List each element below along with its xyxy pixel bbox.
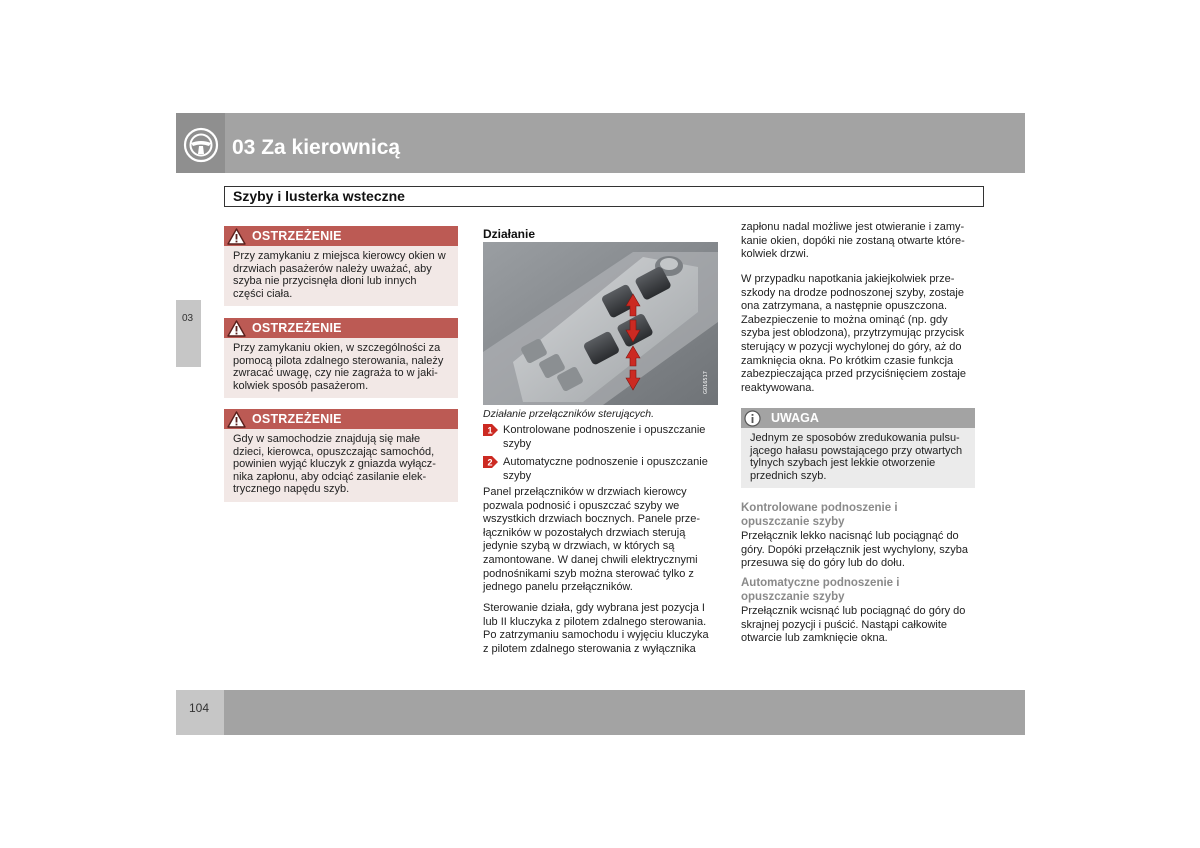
- note-title: UWAGA: [771, 411, 819, 425]
- text-line: Kontrolowane podnoszenie i opuszczanie: [503, 424, 706, 436]
- callout-number: 2: [487, 457, 493, 468]
- text-line: Po zatrzymaniu samochodu i wyjęciu kluczyka: [483, 629, 709, 642]
- text-line: szyba jest oblodzona), przytrzymując przycisk: [741, 327, 965, 340]
- photo-code: G016517: [703, 371, 709, 394]
- warning-box-2: [224, 318, 458, 398]
- section-title: Szyby i lusterka wsteczne: [224, 186, 984, 207]
- text-line: reaktywowana.: [741, 381, 815, 394]
- text-line: pozwala podnosić i opuszczać szyby we: [483, 499, 680, 512]
- text-line: łączników w pozostałych drzwiach sterują: [483, 526, 686, 539]
- callout-number: 1: [487, 425, 493, 436]
- text-line: zamknięcia okna. Po krótkim czasie funkcja: [741, 354, 954, 367]
- text-line: części ciała.: [233, 287, 293, 300]
- text-line: Przełącznik wcisnąć lub pociągnąć do góry do: [741, 605, 966, 617]
- text-line: jedynie szybą w drzwiach, w których są: [483, 540, 675, 553]
- text-line: Kontrolowane podnoszenie i: [741, 502, 898, 514]
- body-paragraph: [483, 602, 721, 656]
- photo-caption: Działanie przełączników sterujących.: [483, 408, 654, 420]
- text-line: opuszczanie szyby: [741, 516, 845, 528]
- text-line: Zabezpieczenie to można ominąć (np. gdy: [741, 313, 948, 326]
- text-line: z pilotem zdalnego sterowania z wyłącznika: [483, 642, 696, 655]
- body-paragraph: [741, 605, 977, 646]
- subsection-heading: [741, 501, 898, 529]
- warning-triangle-icon: [227, 228, 246, 245]
- warning-text: [224, 338, 458, 398]
- text-line: jednego panelu przełączników.: [483, 581, 633, 594]
- text-line: zamontowane. W danej chwili elektrycznymi: [483, 553, 698, 566]
- text-line: W przypadku napotkania jakiejkolwiek prze-: [741, 273, 955, 285]
- text-line: ona zatrzymana, a następnie opuszczona.: [741, 300, 948, 313]
- subsection-heading: Działanie: [483, 227, 536, 241]
- warning-title: OSTRZEŻENIE: [252, 321, 342, 335]
- info-icon: [744, 410, 761, 427]
- warning-title: OSTRZEŻENIE: [252, 229, 342, 243]
- text-line: Sterowanie działa, gdy wybrana jest pozycja I: [483, 602, 705, 614]
- warning-text: [224, 246, 458, 306]
- chapter-side-tab: [176, 300, 201, 367]
- text-line: skrajnej pozycji i puścić. Nastąpi całkowite: [741, 618, 948, 631]
- text-line: dzieci, kierowca, opuszczając samochód,: [233, 445, 435, 458]
- text-line: powinien wyjąć kluczyk z gniazda wyłącz-: [233, 458, 436, 471]
- warning-title: OSTRZEŻENIE: [252, 412, 342, 426]
- text-line: zapłonu nadal możliwe jest otwieranie i zamy-: [741, 221, 965, 233]
- warning-header: [224, 318, 458, 338]
- callout-number-badge: [483, 456, 498, 468]
- text-line: szyby: [503, 469, 532, 482]
- warning-header: [224, 409, 458, 429]
- window-switch-panel-photo: [483, 242, 718, 405]
- text-line: Przy zamykaniu okien, w szczególności za: [233, 342, 441, 354]
- text-line: kolwiek sposób pasażerom.: [233, 379, 369, 392]
- text-line: wszystkich drzwiach bocznych. Panele prze-: [483, 513, 701, 526]
- text-line: otwarcie lub zamknięcie okna.: [741, 632, 888, 645]
- page-footer: [176, 690, 1025, 735]
- text-line: pomocą pilota zdalnego sterowania, należy: [233, 354, 444, 367]
- text-line: Przy zamykaniu z miejsca kierowcy okien w: [233, 250, 446, 262]
- warning-header: [224, 226, 458, 246]
- text-line: Gdy w samochodzie znajdują się małe: [233, 433, 421, 445]
- chapter-side-tab-label: 03: [182, 313, 194, 324]
- text-line: nika zapłonu, aby odciąć zasilanie elek-: [233, 470, 427, 483]
- text-line: Automatyczne podnoszenie i: [741, 577, 900, 589]
- text-line: góry. Dopóki przełącznik jest wychylony, szyba: [741, 543, 969, 556]
- warning-text: [224, 429, 458, 502]
- text-line: Panel przełączników w drzwiach kierowcy: [483, 486, 687, 498]
- body-paragraph: [741, 530, 977, 571]
- callout-number-badge: [483, 424, 498, 436]
- page-number: 104: [189, 701, 210, 715]
- text-line: Jednym ze sposobów zredukowania pulsu-: [750, 432, 960, 444]
- text-line: kolwiek drzwi.: [741, 248, 809, 261]
- text-line: przednich szyb.: [750, 469, 827, 482]
- text-line: zabezpieczająca przed przyciśnięciem zostaje: [741, 368, 966, 381]
- callout-item-1: [483, 424, 719, 451]
- body-paragraph: [741, 221, 977, 262]
- text-line: szyba nie przycisnęła dłoni lub innych: [233, 275, 417, 288]
- steering-wheel-icon: [183, 127, 219, 163]
- text-line: szkody na drodze podnoszonej szyby, zostaje: [741, 286, 964, 299]
- body-paragraph: [483, 486, 721, 595]
- warning-triangle-icon: [227, 320, 246, 337]
- text-line: szyby: [503, 437, 532, 450]
- chapter-title: 03 Za kierownicą: [232, 136, 401, 159]
- text-line: opuszczanie szyby: [741, 591, 845, 603]
- text-line: drzwiach pasażerów należy uważać, aby: [233, 262, 432, 275]
- text-line: zwracać uwagę, czy nie zagraża to w jaki-: [233, 367, 438, 380]
- warning-box-3: [224, 409, 458, 502]
- text-line: jącego hałasu powstającego przy otwartych: [750, 444, 963, 457]
- subsection-heading: [741, 576, 899, 604]
- text-line: Przełącznik lekko nacisnąć lub pociągnąć do: [741, 530, 959, 542]
- text-line: podnośnikami szyb można sterować tylko z: [483, 567, 694, 580]
- text-line: kanie okien, dopóki nie zostaną otwarte które-: [741, 234, 965, 247]
- text-line: trycznego napędu szyb.: [233, 483, 350, 496]
- text-line: przesuwa się do góry lub do dołu.: [741, 557, 905, 570]
- text-line: sterujący w pozycji wychylonej do góry, aż do: [741, 340, 962, 353]
- warning-box-1: [224, 226, 458, 306]
- text-line: lub II kluczyka z pilotem zdalnego sterowania.: [483, 615, 707, 628]
- note-text: [750, 432, 972, 482]
- body-paragraph: [741, 273, 977, 395]
- text-line: Automatyczne podnoszenie i opuszczanie: [503, 456, 708, 468]
- warning-triangle-icon: [227, 411, 246, 428]
- callout-item-2: [483, 456, 719, 483]
- text-line: tylnych szybach jest lekkie otworzenie: [750, 457, 936, 470]
